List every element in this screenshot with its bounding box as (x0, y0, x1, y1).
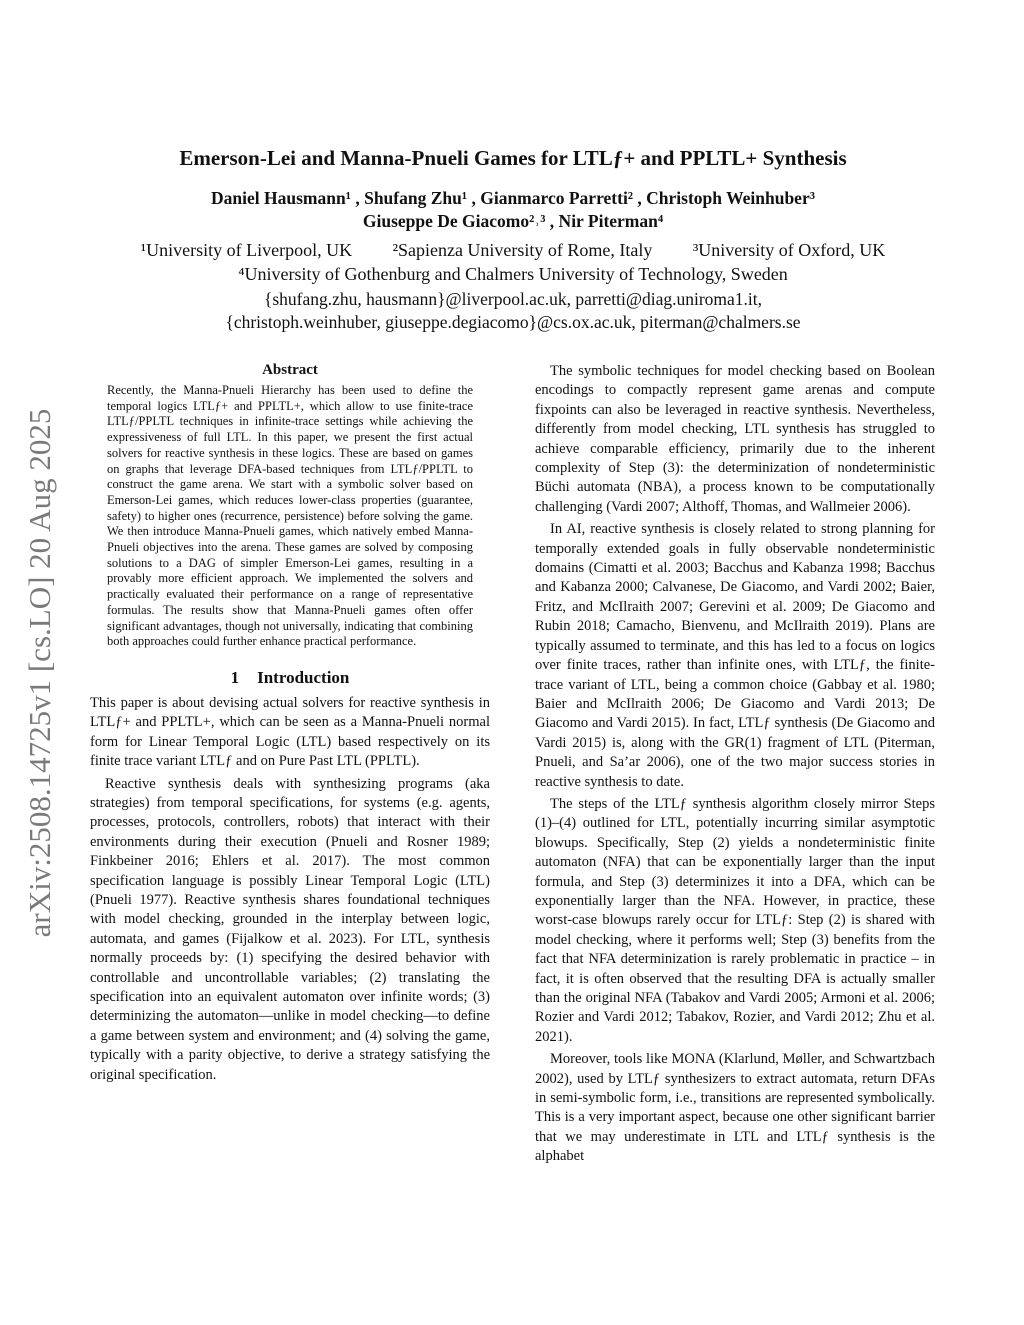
section-heading (90, 668, 490, 688)
authors-line-1: Daniel Hausmann¹ , Shufang Zhu¹ , Gianmarco Parretti² , Christoph Weinhuber³ (211, 188, 815, 208)
section-title: Introduction (257, 667, 350, 687)
affiliation-gothenburg: ⁴University of Gothenburg and Chalmers University of Technology, Sweden (238, 264, 788, 284)
affiliations-row-1 (100, 238, 926, 262)
section-number: 1 (230, 667, 240, 687)
intro-paragraph: Reactive synthesis deals with synthesizing programs (aka strategies) from temporal specifications, for systems (e.g. agents, processes, protocols, controllers, robots) that interact with their environments during their execution (Pnueli and Rosner 1989; Finkbeiner 2016; Ehlers et al. 2017). The most common specification language is possibly Linear Temporal Logic (LTL) (Pnueli 1977). Reactive synthesis shares foundational techniques with model checking, grounded in the interplay between logic, automata, and games (Fijalkow et al. 2023). For LTL, synthesis normally proceeds by: (1) specifying the desired behavior with controllable and uncontrollable variables; (2) translating the specification into an equivalent automaton over infinite words; (3) determinizing the automaton—unlike in model checking—to define a game between system and environment; and (4) solving the game, typically with a parity objective, to derive a strategy satisfying the original specification. (90, 775, 490, 1083)
abstract-text: Recently, the Manna-Pnueli Hierarchy has been used to define the temporal logics LTLƒ+ and PPLTL+, which allow to use finite-trace LTLƒ/PPLTL techniques in infinite-trace settings while achieving the expressiveness of full LTL. In this paper, we present the first actual solvers for reactive synthesis in these logics. These are based on games on graphs that leverage DFA-based techniques from LTLƒ/PPLTL to construct the game arena. We start with a symbolic solver based on Emerson-Lei games, which reduces lower-class properties (guarantee, safety) to higher ones (recurrence, persistence) before solving the game. We then introduce Manna-Pnueli games, which natively embed Manna-Pnueli objectives into the arena. These games are solved by composing solutions to a DAG of simpler Emerson-Lei games, resulting in a provably more efficient approach. We implemented the solvers and practically evaluated their performance on a range of representative formulas. The results show that Manna-Pnueli games often offer significant advantages, though not universally, indicating that combining both approaches could further enhance practical performance. (107, 383, 473, 649)
arxiv-identifier: arXiv:2508.14725v1 [cs.LO] 20 Aug 2025 (22, 408, 57, 938)
emails-line-1: {shufang.zhu, hausmann}@liverpool.ac.uk, parretti@diag.uniroma1.it, (263, 289, 763, 309)
paper-title: Emerson-Lei and Manna-Pnueli Games for LTLƒ+ and PPLTL+ Synthesis (179, 146, 847, 170)
body-paragraph: Moreover, tools like MONA (Klarlund, Møller, and Schwartzbach 2002), used by LTLƒ synthesizers to extract automata, return DFAs in semi-symbolic form, i.e., transitions are represented symbolically. This is a very important aspect, because one other significant barrier that we may underestimate in LTL and LTLƒ synthesis is the alphabet (535, 1051, 935, 1165)
author-emails (100, 288, 926, 334)
body-paragraph: The steps of the LTLƒ synthesis algorithm closely mirror Steps (1)–(4) outlined for LTL, potentially incurring similar asymptotic blowups. Specifically, Step (2) yields a nondeterministic finite automaton (NFA) that can be exponentially larger than the input formula, and Step (3) determinizes it into a DFA, which can be exponentially larger than the NFA. However, in practice, these worst-case blowups rarely occur for LTLƒ: Step (2) is shared with model checking, where it performs well; Step (3) benefits from the fact that NFA determinization is rarely problematic in practice – in fact, it is often observed that the resulting DFA is actually smaller than the original NFA (Tabakov and Vardi 2005; Armoni et al. 2006; Rozier and Vardi 2012; Tabakov, Rozier, and Vardi 2012; Zhu et al. 2021). (535, 795, 935, 1045)
body-paragraph: The symbolic techniques for model checking based on Boolean encodings to compactly represent game arenas and compute fixpoints can also be leveraged in reactive synthesis. Nevertheless, differently from model checking, LTL synthesis has struggled to achieve comparable efficiency, primarily due to the inherent complexity of Step (3): the determinization of nondeterministic Büchi automata (NBA), a process known to be computationally challenging (Vardi 2007; Althoff, Thomas, and Wallmeier 2006). (535, 363, 935, 515)
right-column (535, 362, 935, 1167)
intro-paragraph: This paper is about devising actual solvers for reactive synthesis in LTLƒ+ and PPLTL+, which can be seen as a Manna-Pnueli normal form for Linear Temporal Logic (LTL) based respectively on its finite trace variant LTLƒ and on Pure Past LTL (PPLTL). (90, 694, 490, 770)
author-list (100, 187, 926, 233)
authors-line-2: Giuseppe De Giacomo²˒³ , Nir Piterman⁴ (362, 211, 664, 231)
affiliation-sapienza: ²Sapienza University of Rome, Italy (392, 240, 653, 260)
abstract-heading: Abstract (262, 362, 318, 378)
body-paragraph: In AI, reactive synthesis is closely related to strong planning for temporally extended goals in fully observable nondeterministic domains (Cimatti et al. 2003; Bacchus and Kabanza 1998; Bacchus and Kabanza 2000; Calvanese, De Giacomo, and Vardi 2002; Baier, Fritz, and McIlraith 2007; Gerevini et al. 2009; De Giacomo and Rubin 2018; Camacho, Bienvenu, and McIlraith 2019). Plans are typically assumed to terminate, and this has led to a focus on logics over finite traces, rather than infinite ones, with LTLƒ, the finite-trace variant of LTL, being a common choice (Gabbay et al. 1980; Baier and McIlraith 2006; De Giacomo and Vardi 2013; De Giacomo and Vardi 2015). In fact, LTLƒ synthesis (De Giacomo and Vardi 2015) is, along with the GR(1) fragment of LTL (Piterman, Pnueli, and Sa’ar 2006), one of the two major success stories in reactive synthesis to date. (535, 521, 935, 790)
arxiv-sidebar (20, 368, 60, 978)
affiliation-oxford: ³University of Oxford, UK (692, 240, 886, 260)
emails-line-2: {christoph.weinhuber, giuseppe.degiacomo}@cs.ox.ac.uk, piterman@chalmers.se (225, 312, 801, 332)
affiliation-liverpool: ¹University of Liverpool, UK (140, 240, 353, 260)
left-column (90, 362, 490, 1085)
affiliations (100, 238, 926, 286)
